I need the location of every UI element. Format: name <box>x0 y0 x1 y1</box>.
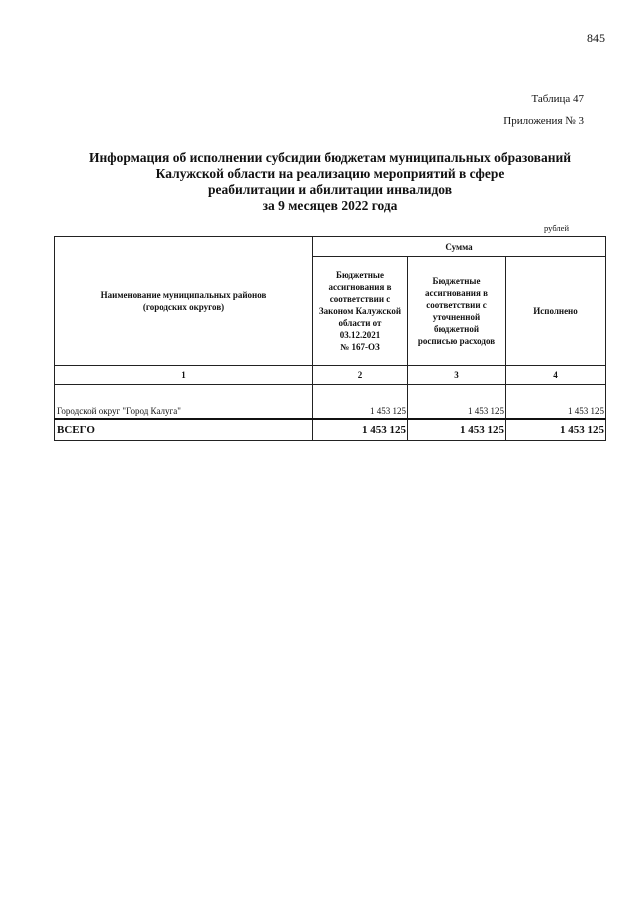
column-number: 4 <box>506 366 606 385</box>
total-schedule-allocation: 1 453 125 <box>408 419 506 441</box>
page-number: 845 <box>587 31 605 45</box>
schedule-allocation-value: 1 453 125 <box>408 404 506 419</box>
column-number: 2 <box>313 366 408 385</box>
column-number-row <box>55 366 606 385</box>
title-line: за 9 месяцев 2022 года <box>262 198 398 213</box>
header-law-allocations: Бюджетные ассигнования в соответствии с Законом Калужской области от 03.12.2021 № 167-ОЗ <box>313 257 408 366</box>
spacer-row <box>55 385 606 405</box>
law-allocation-value: 1 453 125 <box>313 404 408 419</box>
document-title <box>60 150 600 214</box>
total-law-allocation: 1 453 125 <box>313 419 408 441</box>
total-row <box>55 419 606 441</box>
appendix-reference: Приложения № 3 <box>503 115 584 127</box>
executed-value: 1 453 125 <box>506 404 606 419</box>
header-executed: Исполнено <box>506 257 606 366</box>
table-row <box>55 404 606 419</box>
units-label: рублей <box>544 223 569 233</box>
header-row <box>55 237 606 257</box>
header-budget-schedule: Бюджетные ассигнования в соответствии с уточненной бюджетной росписью расходов <box>408 257 506 366</box>
header-summa: Сумма <box>313 237 606 257</box>
subsidy-table <box>54 236 606 441</box>
table-reference: Таблица 47 <box>531 93 584 105</box>
column-number: 1 <box>55 366 313 385</box>
total-executed: 1 453 125 <box>506 419 606 441</box>
municipality-name: Городской округ "Город Калуга" <box>55 404 313 419</box>
total-label: ВСЕГО <box>55 419 313 441</box>
title-line: Информация об исполнении субсидии бюджетам муниципальных образований <box>88 150 572 165</box>
column-number: 3 <box>408 366 506 385</box>
title-line: реабилитации и абилитации инвалидов <box>207 182 453 197</box>
header-municipality: Наименование муниципальных районов (городских округов) <box>55 237 313 366</box>
title-line: Калужской области на реализацию мероприятий в сфере <box>155 166 505 181</box>
